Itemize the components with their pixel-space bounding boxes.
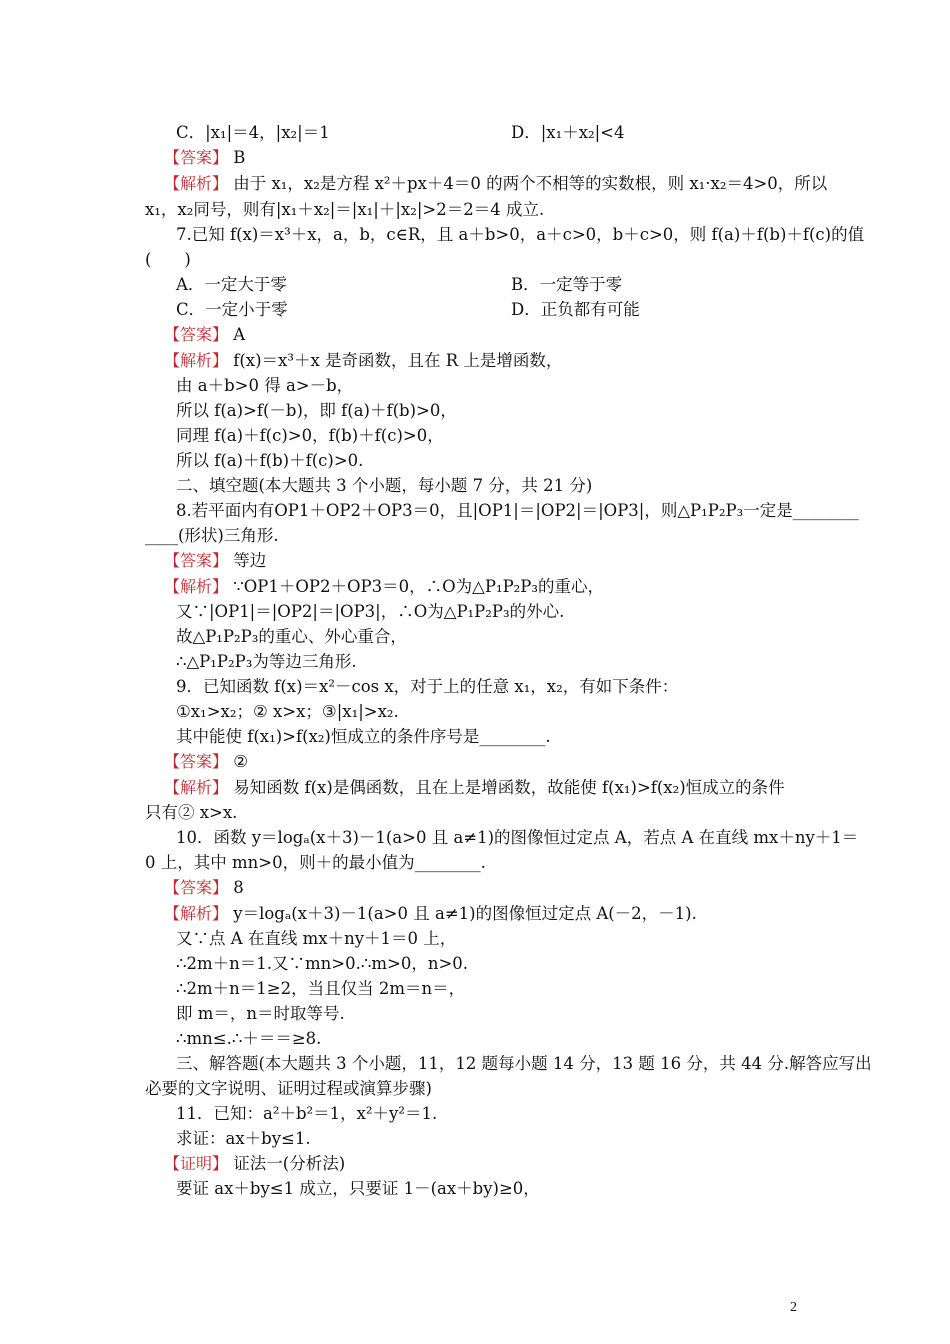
text-line [176,1053,872,1075]
text-line [164,350,562,372]
line-text: 所以 f(a)＋f(b)＋f(c)>0. [176,451,364,470]
text-line [176,1128,311,1150]
line-text: ∴2m＋n＝1≥2，当且仅当 2m＝n＝， [176,979,466,998]
line-text: D．正负都有可能 [511,300,640,319]
answer-tag: 【解析】 [164,577,229,596]
text-line [176,827,858,849]
text-line [145,802,237,824]
answer-tag: 【解析】 [164,778,229,797]
text-line [145,199,544,221]
text-line [145,852,486,874]
line-text: B [228,148,246,167]
line-text: 必要的文字说明、证明过程或演算步骤) [145,1079,432,1098]
line-text: 11．已知：a²＋b²＝1，x²＋y²＝1. [176,1104,438,1123]
line-text: 同理 f(a)＋f(c)>0，f(b)＋f(c)>0， [176,426,444,445]
text-line [176,928,456,950]
answer-tag: 【答案】 [164,551,229,570]
text-line [176,1028,321,1050]
line-text: f(x)＝x³＋x 是奇函数，且在 R 上是增函数， [228,351,563,370]
line-text: 即 m＝，n＝时取等号. [176,1004,345,1023]
answer-tag: 【解析】 [164,351,229,370]
text-line [176,701,399,723]
text-line [164,173,827,195]
text-line [164,751,248,773]
line-text: 又∵|OP1|＝|OP2|＝|OP3|，∴O为△P₁P₂P₃的外心. [176,602,565,621]
text-line [164,550,266,572]
text-line [164,903,697,925]
text-line [164,777,785,799]
line-text: y＝logₐ(x＋3)－1(a>0 且 a≠1)的图像恒过定点 A(－2，－1). [228,904,697,923]
line-text: ∴△P₁P₂P₃为等边三角形. [176,652,357,671]
line-text: A．一定大于零 [176,275,287,294]
line-text: 10．函数 y＝logₐ(x＋3)－1(a>0 且 a≠1)的图像恒过定点 A，若点 A 在直线 mx＋ny＋1＝ [176,828,859,847]
line-text: ( ) [145,250,191,269]
text-line [511,122,625,144]
line-text: ____(形状)三角形. [145,526,279,545]
line-text: 所以 f(a)>f(－b)，即 f(a)＋f(b)>0， [176,401,457,420]
text-line [176,1178,540,1200]
text-line [164,1153,345,1175]
answer-tag: 【答案】 [164,325,229,344]
text-line [511,274,622,296]
text-line [176,978,465,1000]
text-line [176,500,859,522]
text-line [176,1003,345,1025]
text-line [164,324,245,346]
line-text: C．|x₁|＝4，|x₂|＝1 [176,123,330,142]
answer-tag: 【答案】 [164,878,229,897]
line-text: 由 a＋b>0 得 a>－b， [176,376,354,395]
line-text: ② [228,752,249,771]
line-text: ∴2m＋n＝1.又∵mn>0.∴m>0，n>0. [176,954,469,973]
page-number: 2 [790,1300,797,1315]
line-text: 7.已知 f(x)＝x³＋x，a，b，c∈R，且 a＋b>0，a＋c>0，b＋c>0，则 f(a)＋f(b)＋f(c)的值 [176,225,865,244]
line-text: 故△P₁P₂P₃的重心、外心重合， [176,627,407,646]
text-line [176,1103,437,1125]
line-text: 只有② x>x. [145,803,238,822]
line-text: 又∵点 A 在直线 mx＋ny＋1＝0 上， [176,929,457,948]
text-line [176,953,468,975]
text-line [176,475,592,497]
text-line [145,1078,432,1100]
answer-tag: 【答案】 [164,148,229,167]
text-line [511,299,640,321]
line-text: 证法一(分析法) [228,1154,346,1173]
line-text: 要证 ax＋by≤1 成立，只要证 1－(ax＋by)≥0， [176,1179,540,1198]
answer-tag: 【解析】 [164,904,229,923]
text-line [145,249,191,271]
line-text: 8.若平面内有OP1＋OP2＋OP3＝0，且|OP1|＝|OP2|＝|OP3|，则△P₁P₂P₃一定是________ [176,501,859,520]
text-line [164,877,244,899]
text-line [176,651,357,673]
text-line [176,425,444,447]
line-text: B．一定等于零 [511,275,623,294]
line-text: 求证：ax＋by≤1. [176,1129,311,1148]
text-line [164,147,245,169]
text-line [176,626,407,648]
text-line [176,400,457,422]
line-text: 9．已知函数 f(x)＝x²－cos x，对于上的任意 x₁，x₂，有如下条件： [176,677,679,696]
text-line [176,601,564,623]
line-text: 0 上，其中 mn>0，则＋的最小值为________. [145,853,486,872]
line-text: D．|x₁＋x₂|<4 [511,123,625,142]
line-text: x₁，x₂同号，则有|x₁＋x₂|＝|x₁|＋|x₂|>2＝2＝4 成立. [145,200,545,219]
text-line [176,224,864,246]
answer-tag: 【答案】 [164,752,229,771]
text-line [176,676,678,698]
line-text: 二、填空题(本大题共 3 个小题，每小题 7 分，共 21 分) [176,476,593,495]
text-line [176,450,363,472]
line-text: 三、解答题(本大题共 3 个小题，11，12 题每小题 14 分，13 题 16 分，共 44 分.解答应写出 [176,1054,872,1073]
line-text: A [228,325,246,344]
text-line [176,299,288,321]
line-text: C．一定小于零 [176,300,288,319]
text-line [145,525,279,547]
text-line [176,375,353,397]
line-text: 易知函数 f(x)是偶函数，且在上是增函数，故能使 f(x₁)>f(x₂)恒成立的条件 [228,778,785,797]
answer-tag: 【解析】 [164,174,229,193]
text-line [176,726,551,748]
text-line [164,576,604,598]
line-text: ①x₁>x₂；② x>x；③|x₁|>x₂. [176,702,399,721]
line-text: ∴mn≤.∴＋＝＝≥8. [176,1029,322,1048]
line-text: 等边 [228,551,267,570]
text-line [176,122,330,144]
line-text: 其中能使 f(x₁)>f(x₂)恒成立的条件序号是________. [176,727,551,746]
line-text: 由于 x₁，x₂是方程 x²＋px＋4＝0 的两个不相等的实数根，则 x₁·x₂＝4>0，所以 [228,174,828,193]
line-text: ∵OP1＋OP2＋OP3＝0，∴O为△P₁P₂P₃的重心， [228,577,605,596]
answer-tag: 【证明】 [164,1154,229,1173]
text-line [176,274,287,296]
line-text: 8 [228,878,244,897]
